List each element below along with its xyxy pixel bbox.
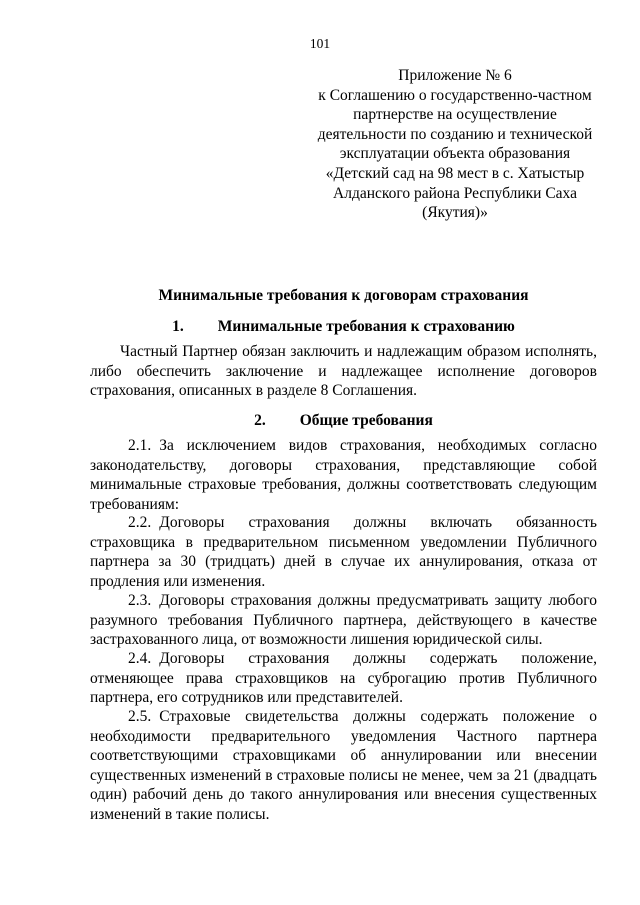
section-2-heading bbox=[90, 412, 597, 430]
clause-text: Договоры страхования должны предусматривать защиту любого разумного требования Публичного партнера, действующего в качестве застрахованного лица, от возможности лишения юридической силы. bbox=[90, 592, 597, 648]
appendix-line: эксплуатации объекта образования bbox=[339, 145, 571, 163]
document-title: Минимальные требования к договорам страхования bbox=[158, 287, 529, 304]
appendix-line: к Соглашению о государственно-частном bbox=[318, 86, 592, 104]
clause-number: 2.3. bbox=[128, 592, 152, 609]
appendix-line: партнерстве на осуществление bbox=[353, 106, 557, 124]
section-1-title: Минимальные требования к страхованию bbox=[217, 318, 515, 335]
clause-text: Страховые свидетельства должны содержать положение о необходимости предварительного уведомления Частного партнера соответствующими страховщиками об аннулировании или внесении существенных изменений в страховые полисы не менее, чем за 21 (двадцать один) рабочий день до такого аннулирования или внесения существенных изменений в такие полисы. bbox=[90, 708, 597, 823]
clause-number: 2.2. bbox=[128, 514, 152, 531]
appendix-line: деятельности по созданию и технической bbox=[317, 125, 593, 143]
clause-text: Договоры страхования должны включать обязанность страховщика в предварительном письменном уведомлении Публичного партнера за 30 (тридцать) дней в случае их аннулирования, отказа от продления или изменения. bbox=[90, 514, 597, 590]
appendix-line: «Детский сад на 98 мест в с. Хатыстыр bbox=[325, 164, 585, 182]
clause-2-3 bbox=[90, 591, 597, 650]
clause-text: Договоры страхования должны содержать положение, отменяющее права страховщиков на суброгацию против Публичного партнера, его сотрудников или представителей. bbox=[90, 650, 597, 706]
clause-2-1 bbox=[90, 436, 597, 514]
section-1-number: 1. bbox=[172, 318, 184, 335]
clause-2-2 bbox=[90, 513, 597, 591]
clause-number: 2.4. bbox=[128, 650, 152, 667]
section-2-number: 2. bbox=[254, 412, 266, 429]
clause-text: За исключением видов страхования, необходимых согласно законодательству, договоры страхования, представляющие собой минимальные страховые требования, должны соответствовать следующим требованиям: bbox=[90, 437, 597, 513]
clause-number: 2.1. bbox=[128, 437, 152, 454]
appendix-line: Алданского района Республики Саха bbox=[333, 184, 577, 202]
appendix-reference bbox=[310, 66, 600, 223]
page-number: 101 bbox=[309, 36, 331, 51]
clause-2-5 bbox=[90, 707, 597, 824]
clause-number: 2.5. bbox=[128, 708, 152, 725]
appendix-line: (Якутия)» bbox=[422, 204, 488, 222]
clause-2-4 bbox=[90, 649, 597, 708]
section-1-heading bbox=[90, 318, 597, 336]
section-1-paragraph: Частный Партнер обязан заключить и надлежащим образом исполнять, либо обеспечить заключение и надлежащее исполнение договоров страхования, описанных в разделе 8 Соглашения. bbox=[90, 343, 597, 399]
appendix-line: Приложение № 6 bbox=[398, 67, 512, 84]
section-2-title: Общие требования bbox=[299, 412, 433, 429]
